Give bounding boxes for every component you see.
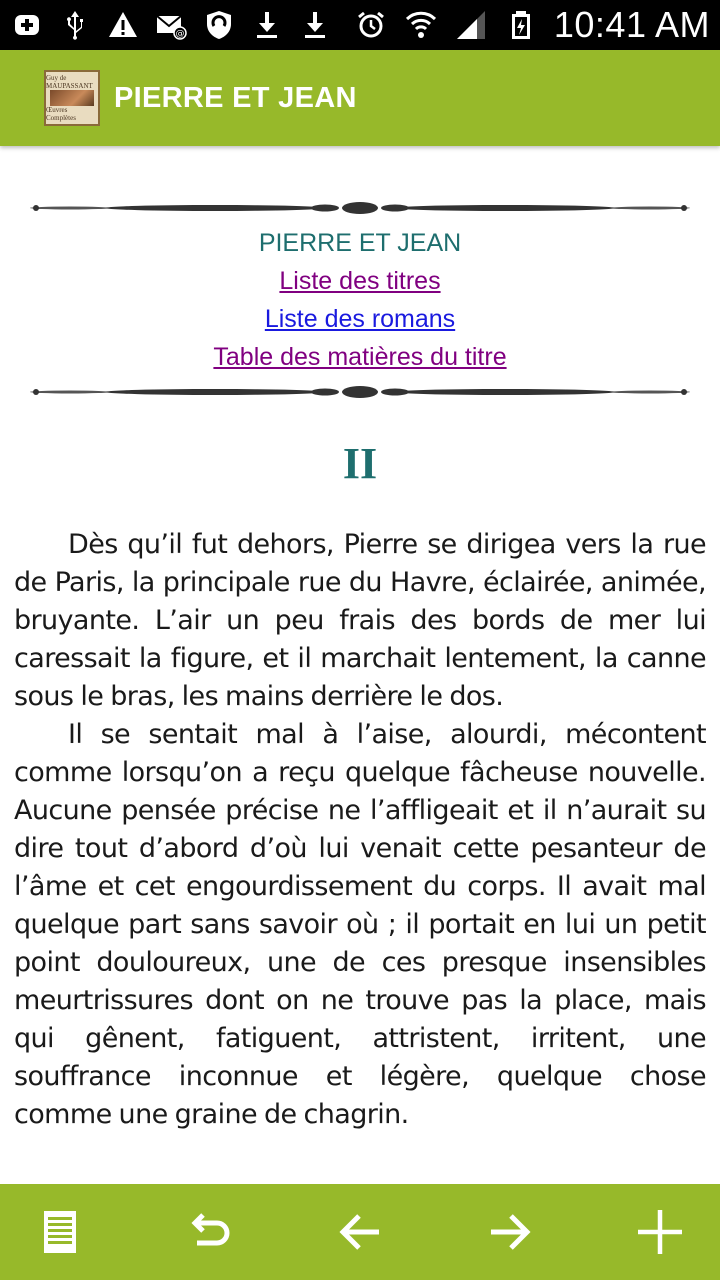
shield-icon — [202, 8, 236, 42]
plus-icon — [633, 1205, 687, 1259]
novels-list-link[interactable]: Liste des romans — [264, 305, 456, 333]
chapter-heading: II — [342, 439, 378, 488]
book-title: PIERRE ET JEAN — [258, 229, 462, 257]
undo-icon — [183, 1205, 237, 1259]
navigation-block — [0, 224, 720, 376]
battery-icon — [504, 8, 538, 42]
add-button[interactable] — [630, 1202, 690, 1262]
usb-icon — [58, 8, 92, 42]
action-bar — [0, 50, 720, 146]
bottom-toolbar — [0, 1184, 720, 1280]
alarm-icon — [354, 8, 388, 42]
table-of-contents-link[interactable]: Table des matières du titre — [213, 343, 507, 371]
paragraph: Il se sentait mal à l’aise, alourdi, mécontent comme lorsqu’on a reçu quelque fâcheuse nouvelle. Aucune pensée précise ne l’affligeait et il n’aurait su dire tout d’abord d’où lui venait cette pesanteur de l’âme et cet engourdissement du corps. Il avait mal quelque part sans savoir où ; il portait en lui un petit point douloureux, une de ces presque insensibles meurtrissures dont on ne trouve pas la place, mais qui gênent, fatiguent, attristent, irritent, une souffrance inconnue et légère, quelque chose comme une graine de chagrin. — [14, 719, 706, 1130]
top-ornament-divider — [30, 198, 690, 218]
document-list-icon — [33, 1205, 87, 1259]
notification-icons — [10, 0, 332, 50]
titles-list-link[interactable]: Liste des titres — [279, 267, 441, 295]
plus-badge-icon — [10, 8, 44, 42]
previous-button[interactable] — [330, 1202, 390, 1262]
app-logo[interactable] — [44, 70, 100, 126]
clock: 10:41 AM — [553, 4, 710, 45]
paragraph: Dès qu’il fut dehors, Pierre se dirigea vers la rue de Paris, la principale rue du Havre, éclairée, animée, bruyante. L’air un peu frais des bords de mer lui caressait la figure, et il marchait lentement, la canne sous le bras, les mains derrière le dos. — [14, 529, 706, 712]
warning-icon — [106, 8, 140, 42]
arrow-left-icon — [333, 1205, 387, 1259]
next-button[interactable] — [480, 1202, 540, 1262]
wifi-icon — [404, 8, 438, 42]
svg-text:@: @ — [175, 29, 185, 39]
arrow-right-icon — [483, 1205, 537, 1259]
app-title: PIERRE ET JEAN — [114, 81, 357, 114]
system-icons — [354, 0, 710, 50]
download-icon — [298, 8, 332, 42]
status-bar — [0, 0, 720, 50]
logo-portrait — [50, 90, 94, 106]
table-of-contents-button[interactable] — [30, 1202, 90, 1262]
bottom-ornament-divider — [30, 382, 690, 402]
email-icon — [154, 8, 188, 42]
chapter-text — [14, 526, 706, 1134]
reader-content[interactable] — [0, 146, 720, 1184]
signal-icon — [454, 8, 488, 42]
logo-bottom-text: Œuvres Complètes — [46, 106, 76, 122]
download-icon — [250, 8, 284, 42]
return-button[interactable] — [180, 1202, 240, 1262]
logo-top-text: Guy de MAUPASSANT — [46, 74, 93, 90]
